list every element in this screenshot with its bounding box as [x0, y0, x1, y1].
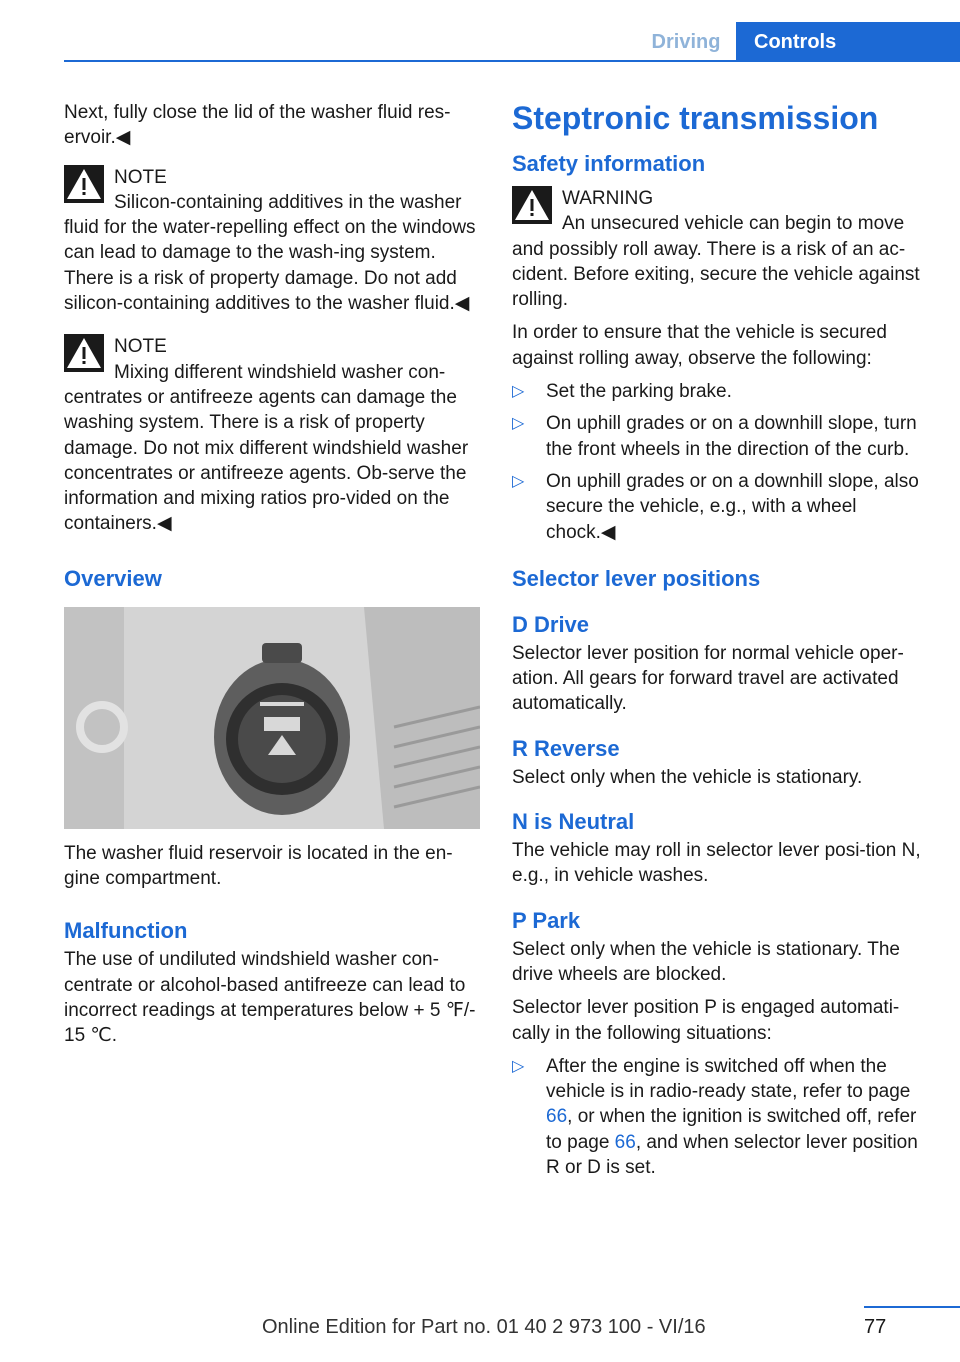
header-rule	[64, 60, 960, 62]
warning-triangle-icon	[512, 186, 552, 224]
page-title: Steptronic transmission	[512, 100, 879, 136]
drive-heading: D Drive	[512, 611, 590, 637]
neutral-text: The vehicle may roll in selector lever posi‐tion N, e.g., in vehicle washes.	[512, 840, 921, 887]
safety-heading: Safety information	[512, 151, 706, 176]
neutral-heading: N is Neutral	[512, 809, 635, 835]
list-item-text: On uphill grades or on a downhill slope, turn the front wheels in the direction of the curb.	[546, 413, 917, 460]
triangle-bullet-icon: ▷	[512, 415, 525, 433]
page-link[interactable]: 66	[546, 1106, 568, 1128]
list-item	[512, 1054, 924, 1180]
list-item	[512, 411, 924, 462]
page-number: 77	[864, 1316, 887, 1338]
right-column	[512, 100, 924, 1188]
list-item	[512, 469, 924, 545]
list-item-text: , or when the ignition is switched off, refer to page	[546, 1106, 917, 1153]
note-title: NOTE	[114, 336, 167, 358]
reverse-text: Select only when the vehicle is stationary.	[512, 766, 863, 788]
park-bullet-list	[512, 1054, 924, 1180]
list-item	[512, 379, 924, 404]
section-tab-controls[interactable]: Controls	[736, 22, 960, 62]
washer-reservoir-photo	[64, 607, 480, 829]
overview-heading: Overview	[64, 565, 162, 591]
left-column	[64, 100, 480, 1057]
note-text: Mixing different windshield washer con‐centrates or antifreeze agents can damage the washing system. There is a risk of property damage. Do not mix different windshield washer concentrates or antifreeze agents. Ob‐serve the information and mixing ratios pro‐vided on the containers.◀	[64, 361, 469, 535]
list-item-text: After the engine is switched off when the vehicle is in radio-ready state, refer to page	[546, 1055, 911, 1103]
warning-triangle-icon	[64, 334, 104, 372]
page-link[interactable]: 66	[614, 1131, 636, 1153]
list-item-text: , and when selector lever position R or D is set.	[546, 1131, 918, 1179]
malfunction-heading: Malfunction	[64, 918, 188, 944]
footer-rule	[864, 1306, 960, 1308]
triangle-bullet-icon: ▷	[512, 472, 525, 490]
warning-text: An unsecured vehicle can begin to move and possibly roll away. There is a risk of an ac‐cident. Before exiting, secure the vehicle against rolling.	[512, 213, 920, 311]
triangle-bullet-icon: ▷	[512, 383, 525, 401]
note-block-silicon	[64, 165, 480, 317]
page-header	[0, 0, 960, 62]
list-item-text: Set the parking brake.	[546, 381, 732, 403]
reverse-heading: R Reverse	[512, 735, 620, 761]
ensure-text: In order to ensure that the vehicle is secured against rolling away, observe the following:	[512, 322, 887, 369]
list-item-text: On uphill grades or on a downhill slope, also secure the vehicle, e.g., with a wheel chock.◀	[546, 470, 919, 543]
warning-title: WARNING	[562, 188, 654, 209]
intro-paragraph: Next, fully close the lid of the washer fluid res‐ervoir.◀	[64, 102, 451, 149]
footer-edition: Online Edition for Part no. 01 40 2 973 100 - VI/16	[262, 1316, 706, 1338]
note-text: Silicon-containing additives in the washer fluid for the water-repelling effect on the windows can lead to damage to the wash‐ing system. There is a risk of property damage. Do not add silicon-containing additives to the washer fluid.◀	[64, 191, 476, 315]
photo-caption: The washer fluid reservoir is located in the en‐gine compartment.	[64, 842, 453, 890]
park-heading: P Park	[512, 907, 581, 933]
malfunction-text: The use of undiluted windshield washer con‐centrate or alcohol-based antifreeze can lead to incorrect readings at temperatures below + 5 ℉/- 15 ℃.	[64, 949, 476, 1047]
warning-block	[512, 186, 924, 312]
note-block-mixing	[64, 334, 480, 536]
note-title: NOTE	[114, 166, 167, 188]
section-tab-driving[interactable]: Driving	[651, 31, 721, 53]
triangle-bullet-icon: ▷	[512, 1057, 525, 1075]
selector-heading: Selector lever positions	[512, 565, 761, 591]
drive-text: Selector lever position for normal vehicle oper‐ation. All gears for forward travel are activated automatically.	[512, 642, 904, 715]
warning-triangle-icon	[64, 165, 104, 203]
park-auto-text: Selector lever position P is engaged automati‐cally in the following situations:	[512, 997, 900, 1044]
safety-bullet-list	[512, 379, 924, 545]
park-text: Select only when the vehicle is stationary. The drive wheels are blocked.	[512, 938, 900, 985]
